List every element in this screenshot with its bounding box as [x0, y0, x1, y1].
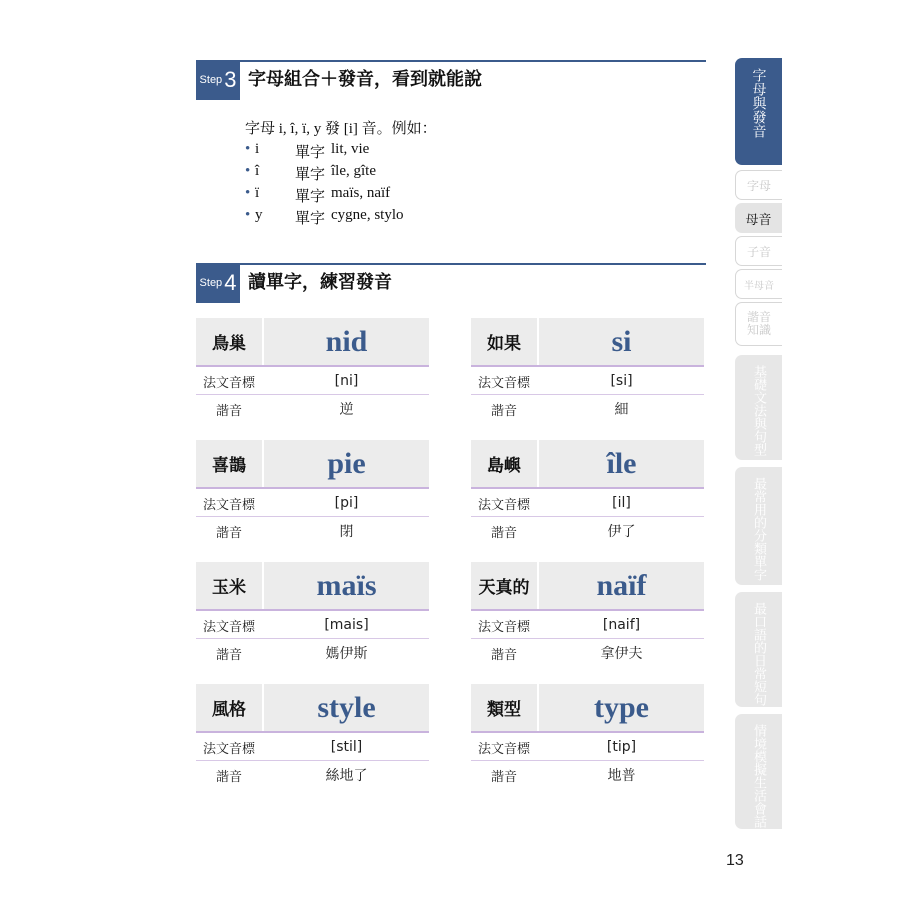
card-chinese: 類型 [487, 700, 521, 720]
card-phonetic-row [196, 611, 429, 639]
card-homophone-label: 諧音 [490, 647, 517, 663]
bullet-icon: • [245, 141, 251, 157]
tab-chapter-phrases[interactable] [735, 592, 782, 707]
tab-chapter-vocabulary[interactable] [735, 467, 782, 585]
rule-letter: y [255, 207, 263, 223]
subtab-label: 子音 [746, 244, 771, 259]
card-homophone-row [471, 761, 704, 789]
tab-letters-and-sounds[interactable] [735, 58, 782, 165]
word-card [471, 562, 704, 667]
subtab-homophone-knowledge[interactable] [735, 302, 782, 346]
step4-title: 讀單字，練習發音 [248, 272, 392, 293]
card-phonetic-label: 法文音標 [202, 497, 255, 513]
card-homophone-label: 諧音 [490, 403, 517, 419]
card-french-word: style [317, 690, 376, 724]
word-card [471, 684, 704, 789]
card-homophone-row [196, 639, 429, 667]
card-homophone-row [471, 395, 704, 423]
rule-letter: i [255, 141, 260, 157]
rule-word-label: 單字 [295, 167, 326, 183]
subtab-label: 字母 [746, 178, 771, 193]
card-phonetic: [stil] [330, 739, 363, 755]
card-chinese: 鳥巢 [212, 334, 246, 354]
tab-label: 字母與發音 [750, 68, 767, 138]
rule-word-label: 單字 [295, 211, 326, 227]
card-phonetic-row [471, 489, 704, 517]
rule-word-label: 單字 [295, 189, 326, 205]
card-homophone-row [196, 761, 429, 789]
subtab-semivowels[interactable] [735, 269, 782, 299]
tab-label: 最常用的分類單字 [751, 477, 766, 581]
card-chinese: 如果 [487, 334, 521, 354]
card-phonetic-label: 法文音標 [477, 497, 530, 513]
card-homophone-row [471, 517, 704, 545]
card-homophone: 閉 [339, 524, 354, 540]
card-phonetic-row [196, 489, 429, 517]
card-homophone-label: 諧音 [215, 647, 242, 663]
step3-label: Step [199, 74, 223, 86]
tab-label: 情境模擬生活會話 [751, 724, 766, 828]
card-phonetic: [si] [610, 373, 633, 389]
word-card [471, 440, 704, 545]
card-french-word: pie [327, 446, 366, 480]
card-homophone: 絲地了 [325, 768, 368, 784]
rule-words: lit, vie [331, 141, 370, 157]
subtab-label: 半母音 [744, 280, 774, 292]
card-phonetic-label: 法文音標 [477, 375, 530, 391]
step3-rule-line [240, 60, 706, 62]
card-homophone-label: 諧音 [215, 525, 242, 541]
word-card [196, 562, 429, 667]
card-chinese: 風格 [212, 700, 246, 720]
tab-chapter-grammar[interactable] [735, 355, 782, 460]
card-french-word: si [611, 324, 632, 358]
card-phonetic: [mais] [324, 617, 369, 633]
card-chinese: 島嶼 [487, 456, 521, 476]
word-card [471, 318, 704, 423]
card-homophone-label: 諧音 [215, 403, 242, 419]
rule-item [245, 207, 437, 229]
subtab-consonants[interactable] [735, 236, 782, 266]
card-phonetic-label: 法文音標 [202, 375, 255, 391]
card-homophone-row [196, 517, 429, 545]
rule-item [245, 163, 437, 185]
card-french-word: île [606, 446, 637, 480]
card-homophone-label: 諧音 [215, 769, 242, 785]
card-french-word: maïs [316, 568, 377, 602]
subtab-label: 諧音知識 [746, 309, 771, 337]
rule-words: maïs, naïf [331, 185, 391, 201]
tab-label: 最口語的日常短句 [751, 602, 766, 706]
step3-badge [196, 60, 240, 100]
letter-rules [245, 117, 437, 229]
rule-item [245, 185, 437, 207]
card-homophone: 拿伊夫 [600, 646, 643, 662]
bullet-icon: • [245, 163, 251, 179]
step3-title: 字母組合＋發音，看到就能說 [248, 69, 482, 90]
rule-item [245, 141, 437, 163]
card-phonetic-row [471, 733, 704, 761]
card-phonetic: [tip] [606, 739, 637, 755]
card-phonetic: [pi] [334, 495, 359, 511]
rule-word-label: 單字 [295, 145, 326, 161]
subtab-label: 母音 [745, 212, 772, 228]
word-card [196, 440, 429, 545]
step4-label: Step [199, 277, 223, 289]
card-phonetic-row [196, 367, 429, 395]
card-homophone-row [471, 639, 704, 667]
card-phonetic-label: 法文音標 [477, 741, 530, 757]
word-card [196, 684, 429, 789]
card-phonetic: [naif] [602, 617, 641, 633]
card-phonetic-label: 法文音標 [202, 619, 255, 635]
card-phonetic: [ni] [334, 373, 359, 389]
rule-words: cygne, stylo [331, 207, 404, 223]
card-homophone: 伊了 [607, 524, 636, 540]
tab-chapter-conversation[interactable] [735, 714, 782, 829]
card-chinese: 喜鵲 [212, 456, 246, 476]
card-homophone: 細 [614, 402, 629, 418]
card-phonetic-label: 法文音標 [477, 619, 530, 635]
step3-number: 3 [224, 67, 237, 92]
rule-letter: î [255, 163, 260, 179]
page-number: 13 [726, 852, 744, 869]
card-phonetic-row [196, 733, 429, 761]
card-phonetic-label: 法文音標 [202, 741, 255, 757]
step4-number: 4 [224, 270, 237, 295]
card-phonetic-row [471, 611, 704, 639]
subtab-letters[interactable] [735, 170, 782, 200]
card-chinese: 玉米 [212, 578, 246, 598]
rule-words: île, gîte [331, 163, 376, 179]
card-french-word: nid [325, 324, 368, 358]
step4-badge [196, 263, 240, 303]
card-french-word: type [594, 690, 649, 724]
subtab-vowels[interactable] [735, 203, 782, 233]
tab-label: 基礎文法與句型 [751, 365, 766, 456]
card-homophone-label: 諧音 [490, 525, 517, 541]
card-phonetic-row [471, 367, 704, 395]
step3-header [196, 60, 706, 100]
card-homophone: 媽伊斯 [325, 646, 368, 662]
card-homophone-label: 諧音 [490, 769, 517, 785]
word-card [196, 318, 429, 423]
card-homophone: 逆 [339, 402, 354, 418]
card-homophone: 地普 [607, 768, 636, 784]
card-chinese: 天真的 [478, 578, 530, 598]
bullet-icon: • [245, 185, 251, 201]
rule-letter: ï [255, 185, 260, 201]
bullet-icon: • [245, 207, 251, 223]
step4-header [196, 263, 706, 303]
rules-intro: 字母 i, î, ï, y 發 [i] 音。例如： [245, 121, 437, 137]
card-phonetic: [il] [612, 495, 631, 511]
step4-rule-line [240, 263, 706, 265]
card-homophone-row [196, 395, 429, 423]
card-french-word: naïf [596, 568, 647, 602]
